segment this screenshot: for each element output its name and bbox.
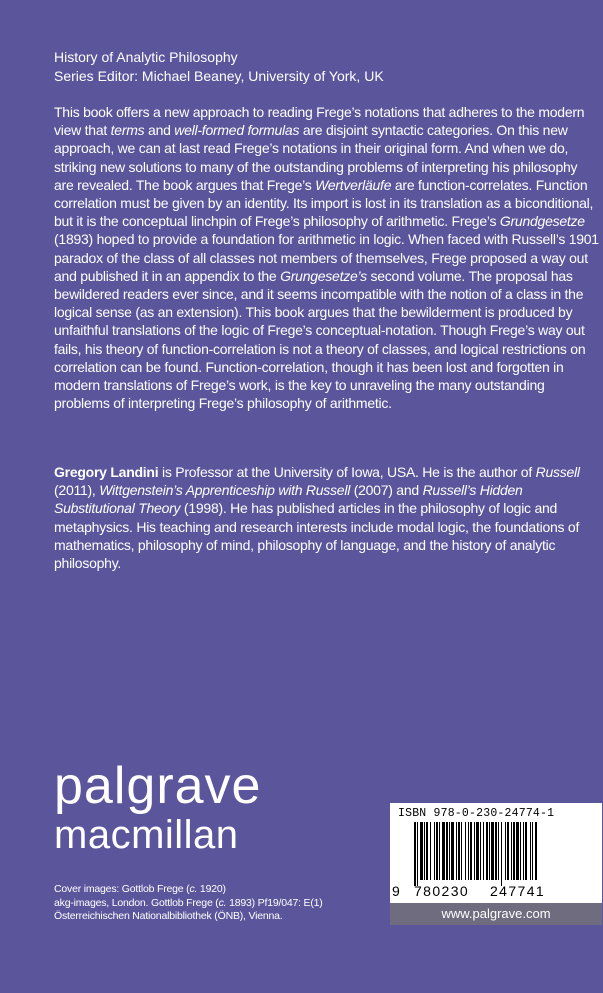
credit-line [54,883,354,897]
isbn-barcode [390,803,602,903]
blurb-italic: Wertverläufe [315,176,392,193]
barcode-digits-group2: 247741 [490,883,546,899]
credit-italic: c. [218,896,227,909]
credit-line: Österreichischen Nationalbibliothek (ÖNB), Vienna. [54,910,283,922]
blurb-italic: Grungesetze’s [280,267,367,284]
blurb-text: (1893) hoped to provide a foundation for arithmetic in logic. When faced with Russell’s 1901 paradox of the class of all classes not members of themselves, Frege proposed a way out and published it in an appendix to the [54,231,599,284]
barcode-bars [394,822,598,886]
blurb-italic: well-formed formulas [174,122,300,139]
book-title: Wittgenstein’s Apprenticeship with Russell [99,482,351,499]
credit-text: Cover images: Gottlob Frege ( [54,883,190,895]
credit-line [54,897,354,911]
barcode-digits-group1: 780230 [414,883,470,899]
bio-text: (1998). He has published articles in the philosophy of logic and metaphysics. His teaching and research interests include modal logic, the foundations of mathematics, philosophy of mind, philosophy of language, and the history of analytic philosophy. [54,500,580,572]
blurb-italic: terms [110,122,145,139]
book-description [54,103,599,412]
barcode-digit-first: 9 [392,883,402,899]
publisher-url: www.palgrave.com [390,903,602,925]
book-title: Russell’s Hidden Substitutional Theory [54,482,523,517]
credit-text: 1920) [197,883,226,895]
credit-text: akg-images, London. Gottlob Frege ( [54,896,219,909]
series-info [54,48,384,86]
isbn-label: ISBN 978-0-230-24774-1 [398,807,555,820]
logo-palgrave: palgrave [54,757,262,815]
blurb-text: are function-correlates. Function correlation must be given by an identity. Its import is lost in its translation as a biconditional, but it is the conceptual linchpin of Frege’s philosophy of arithmetic. Frege’s [54,176,594,230]
bio-text: (2007) and [350,482,423,499]
bio-text: is Professor at the University of Iowa, USA. He is the author of [158,464,536,480]
cover-credits [54,883,354,924]
blurb-text: second volume. The proposal has bewildered readers ever since, and it seems incompatible with the notion of a class in the logical sense (as an extension). This book argues that the bewilderment is produced by unfaithful translations of the logic of Frege’s conceptual-notation. Though Frege’s way out fails, his theory of function-correlation is not a theory of classes, and logical restrictions on correlation can be found. Function-correlation, though it has been lost and forgotten in modern translations of Frege’s work, is the key to unraveling the many outstanding problems of interpreting Frege’s philosophy of arithmetic. [54,267,586,412]
author-bio [54,463,599,572]
series-title: History of Analytic Philosophy [54,49,238,65]
author-name: Gregory Landini [54,464,159,480]
publisher-logo [54,757,262,858]
blurb-text: This book offers a new approach to reading Frege’s notations that adheres to the modern view that [54,104,585,139]
blurb-text: and [144,122,175,139]
credit-text: 1893) Pf19/047: E(1) [226,896,323,909]
logo-macmillan: macmillan [54,813,239,857]
blurb-text: are disjoint syntactic categories. On this new approach, we can at last read Frege’s notations in their original form. And when we do, striking new solutions to many of the outstanding problems of interpreting his philosophy are revealed. The book argues that Frege’s [54,122,578,193]
book-title: Russell [535,464,580,480]
series-editor: Series Editor: Michael Beaney, University of York, UK [54,68,384,84]
blurb-italic: Grundgesetze [499,213,585,230]
credit-italic: c. [189,883,198,895]
bio-text: (2011), [54,482,100,499]
